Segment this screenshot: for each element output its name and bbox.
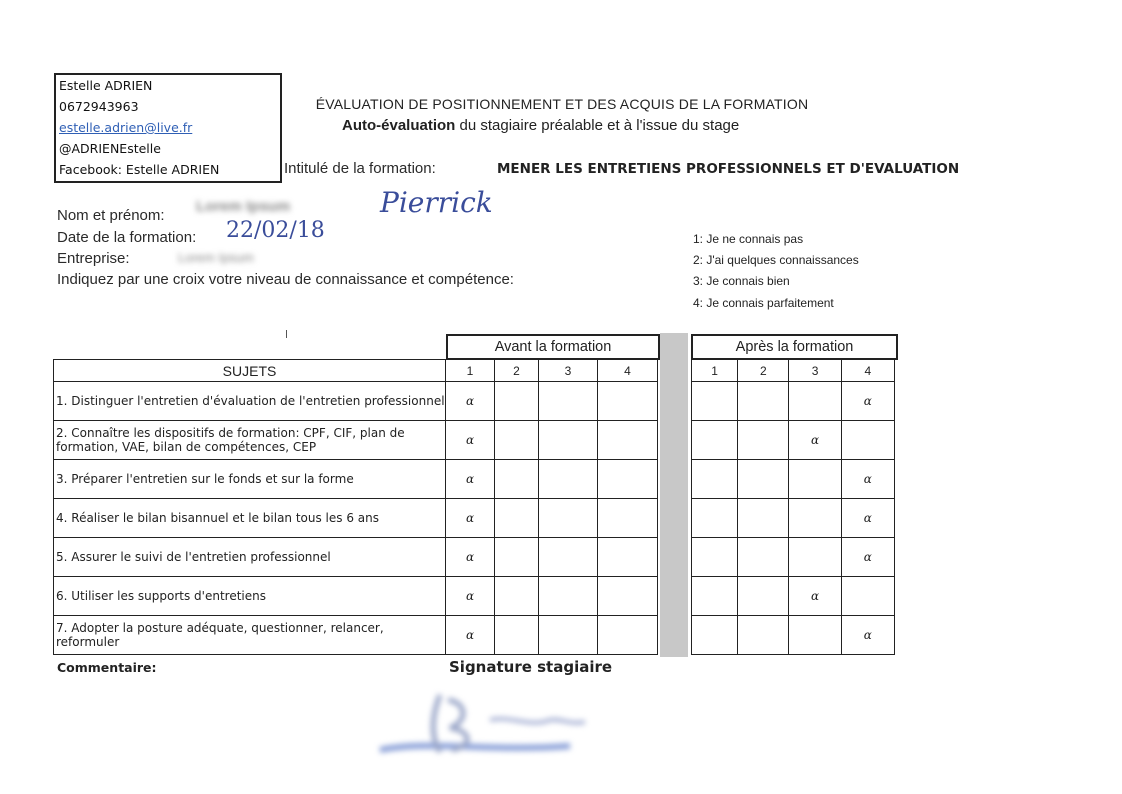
cross-mark: α <box>811 589 820 603</box>
after-row <box>692 499 895 538</box>
after-level-2-cell[interactable] <box>738 460 789 499</box>
cross-mark: α <box>465 550 475 564</box>
subject-row <box>54 499 658 538</box>
document-title: ÉVALUATION DE POSITIONNEMENT ET DES ACQUIS DE LA FORMATION <box>315 96 809 112</box>
before-level-1-cell[interactable] <box>446 538 495 577</box>
contact-email-link[interactable]: estelle.adrien@live.fr <box>59 120 193 135</box>
after-level-1-cell[interactable] <box>692 460 738 499</box>
subject-row <box>54 382 658 421</box>
before-level-3-cell[interactable] <box>539 616 598 655</box>
before-level-4-cell[interactable] <box>598 382 658 421</box>
after-level-4-cell[interactable] <box>841 538 894 577</box>
subject-row <box>54 421 658 460</box>
name-value-handwritten: Pierrick <box>380 186 493 219</box>
before-level-2-cell[interactable] <box>495 421 539 460</box>
legend-item-4: 4: Je connais parfaitement <box>693 296 834 310</box>
before-level-1-cell[interactable] <box>446 499 495 538</box>
before-level-2-cell[interactable] <box>495 460 539 499</box>
after-table <box>691 359 895 655</box>
after-level-4: 4 <box>841 360 894 382</box>
before-level-2-cell[interactable] <box>495 499 539 538</box>
before-level-4-cell[interactable] <box>598 577 658 616</box>
company-value-redacted: Lorem Ipsum <box>178 250 254 265</box>
after-level-2-cell[interactable] <box>738 382 789 421</box>
after-level-3-cell[interactable] <box>789 499 841 538</box>
after-level-3-cell[interactable] <box>789 460 841 499</box>
cross-mark: α <box>465 472 475 486</box>
before-level-4-cell[interactable] <box>598 538 658 577</box>
after-level-4-cell[interactable] <box>841 460 894 499</box>
before-level-4-cell[interactable] <box>598 460 658 499</box>
cross-mark: α <box>863 550 872 564</box>
document-subtitle <box>342 117 739 134</box>
before-level-1-cell[interactable] <box>446 421 495 460</box>
after-header: Après la formation <box>691 334 898 360</box>
after-level-1-cell[interactable] <box>692 382 738 421</box>
contact-box <box>54 73 282 183</box>
contact-facebook: Facebook: Estelle ADRIEN <box>59 162 220 177</box>
after-row <box>692 577 895 616</box>
after-level-4-cell[interactable] <box>841 421 894 460</box>
before-level-1-cell[interactable] <box>446 577 495 616</box>
after-level-2-cell[interactable] <box>738 616 789 655</box>
before-level-2-cell[interactable] <box>495 538 539 577</box>
before-table <box>53 359 658 655</box>
formation-label: Intitulé de la formation: <box>284 160 436 177</box>
subject-row <box>54 538 658 577</box>
stray-mark <box>286 330 287 338</box>
after-row <box>692 616 895 655</box>
after-level-1-cell[interactable] <box>692 499 738 538</box>
cross-mark: α <box>465 394 475 408</box>
cross-mark: α <box>465 589 475 603</box>
after-row <box>692 538 895 577</box>
after-level-1-cell[interactable] <box>692 616 738 655</box>
after-level-2: 2 <box>738 360 789 382</box>
subject-row <box>54 616 658 655</box>
before-level-3: 3 <box>539 360 598 382</box>
after-level-4-cell[interactable] <box>841 499 894 538</box>
cross-mark: α <box>863 628 872 642</box>
after-level-1: 1 <box>692 360 738 382</box>
header-row <box>692 360 895 382</box>
after-level-1-cell[interactable] <box>692 577 738 616</box>
before-level-1-cell[interactable] <box>446 382 495 421</box>
after-level-2-cell[interactable] <box>738 421 789 460</box>
subject-text: 2. Connaître les dispositifs de formation: CPF, CIF, plan de formation, VAE, bilan de compétences, CEP <box>54 421 446 460</box>
before-header: Avant la formation <box>446 334 660 360</box>
before-level-4-cell[interactable] <box>598 421 658 460</box>
subject-text: 4. Réaliser le bilan bisannuel et le bilan tous les 6 ans <box>54 499 446 538</box>
before-level-2-cell[interactable] <box>495 577 539 616</box>
subject-text: 6. Utiliser les supports d'entretiens <box>54 577 446 616</box>
cross-mark: α <box>863 511 872 525</box>
after-level-2-cell[interactable] <box>738 538 789 577</box>
contact-phone: 0672943963 <box>59 99 139 114</box>
after-level-3-cell[interactable] <box>789 421 841 460</box>
company-label: Entreprise: <box>57 250 130 267</box>
formation-title: MENER LES ENTRETIENS PROFESSIONNELS ET D'EVALUATION <box>497 161 960 177</box>
before-level-3-cell[interactable] <box>539 499 598 538</box>
after-level-3-cell[interactable] <box>789 616 841 655</box>
header-row <box>54 360 658 382</box>
before-level-2-cell[interactable] <box>495 382 539 421</box>
before-level-3-cell[interactable] <box>539 382 598 421</box>
cross-mark: α <box>863 394 872 408</box>
column-separator <box>660 333 688 657</box>
after-level-3-cell[interactable] <box>789 538 841 577</box>
after-level-2-cell[interactable] <box>738 499 789 538</box>
before-level-4: 4 <box>598 360 658 382</box>
legend-item-1: 1: Je ne connais pas <box>693 232 804 246</box>
before-level-1-cell[interactable] <box>446 616 495 655</box>
subjects-header: SUJETS <box>54 360 446 382</box>
subject-text: 5. Assurer le suivi de l'entretien professionnel <box>54 538 446 577</box>
before-level-4-cell[interactable] <box>598 616 658 655</box>
after-level-1-cell[interactable] <box>692 421 738 460</box>
after-level-4-cell[interactable] <box>841 616 894 655</box>
cross-mark: α <box>465 511 475 525</box>
date-label: Date de la formation: <box>57 229 197 246</box>
after-level-2-cell[interactable] <box>738 577 789 616</box>
after-level-4-cell[interactable] <box>841 382 894 421</box>
instructions: Indiquez par une croix votre niveau de connaissance et compétence: <box>57 271 514 288</box>
after-row <box>692 382 895 421</box>
subject-row <box>54 577 658 616</box>
name-value-redacted: Lorem Ipsum <box>196 198 291 215</box>
legend-item-3: 3: Je connais bien <box>693 274 790 288</box>
before-level-1: 1 <box>446 360 495 382</box>
after-level-1-cell[interactable] <box>692 538 738 577</box>
before-level-3-cell[interactable] <box>539 538 598 577</box>
subject-text: 1. Distinguer l'entretien d'évaluation de l'entretien professionnel <box>54 382 446 421</box>
contact-handle: @ADRIENEstelle <box>59 141 161 156</box>
before-level-2-cell[interactable] <box>495 616 539 655</box>
subject-text: 7. Adopter la posture adéquate, questionner, relancer, reformuler <box>54 616 446 655</box>
before-level-2: 2 <box>495 360 539 382</box>
subtitle-bold: Auto-évaluation <box>342 117 456 134</box>
contact-name: Estelle ADRIEN <box>59 78 153 93</box>
cross-mark: α <box>465 628 475 642</box>
legend-item-2: 2: J'ai quelques connaissances <box>693 253 859 267</box>
subtitle-rest: du stagiaire préalable et à l'issue du stage <box>455 117 740 134</box>
before-level-3-cell[interactable] <box>539 421 598 460</box>
subject-text: 3. Préparer l'entretien sur le fonds et sur la forme <box>54 460 446 499</box>
after-row <box>692 421 895 460</box>
after-level-4-cell[interactable] <box>841 577 894 616</box>
date-value-handwritten: 22/02/18 <box>226 218 325 243</box>
before-level-1-cell[interactable] <box>446 460 495 499</box>
before-level-3-cell[interactable] <box>539 460 598 499</box>
cross-mark: α <box>811 433 820 447</box>
cross-mark: α <box>465 433 475 447</box>
before-level-3-cell[interactable] <box>539 577 598 616</box>
after-row <box>692 460 895 499</box>
before-level-4-cell[interactable] <box>598 499 658 538</box>
signature-label: Signature stagiaire <box>449 658 613 676</box>
signature-scribble <box>370 680 610 770</box>
cross-mark: α <box>863 472 872 486</box>
after-level-3: 3 <box>789 360 841 382</box>
after-level-3-cell[interactable] <box>789 577 841 616</box>
subject-row <box>54 460 658 499</box>
name-label: Nom et prénom: <box>57 207 165 224</box>
comment-label: Commentaire: <box>57 660 157 675</box>
after-level-3-cell[interactable] <box>789 382 841 421</box>
